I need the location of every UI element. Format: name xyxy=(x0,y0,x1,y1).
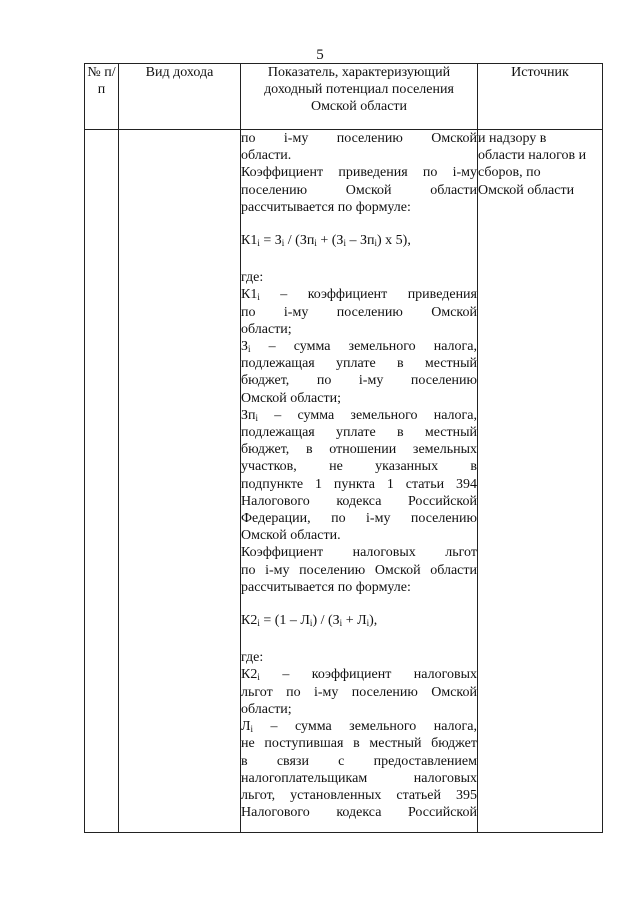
indicator-line: не поступившая в местный бюджет xyxy=(241,736,477,752)
indicator-line: области. xyxy=(241,148,292,164)
formula-part: / (Зп xyxy=(284,233,315,249)
indicator-line: рассчитывается по формуле: xyxy=(241,579,411,595)
indicator-line: области; xyxy=(241,321,292,337)
term-sub: i xyxy=(255,412,259,423)
indicator-line: участков, не указанных в xyxy=(241,459,477,475)
cell-income-type xyxy=(119,130,241,833)
income-table xyxy=(84,63,603,833)
formula-part: К2 xyxy=(241,613,258,629)
formula-part: К1 xyxy=(241,233,258,249)
indicator-line: Налогового кодекса Российской xyxy=(241,805,477,821)
formula-sub: i xyxy=(343,238,346,249)
table-row xyxy=(85,130,603,833)
formula-part: ), xyxy=(369,613,378,629)
formula-sub: i xyxy=(339,618,343,629)
formula-part: ) х 5), xyxy=(377,233,411,249)
indicator-line: по i-му поселению Омской xyxy=(241,131,477,146)
term: К2 xyxy=(241,667,258,683)
indicator-line: Омской области. xyxy=(241,528,341,544)
cell-num xyxy=(85,130,119,833)
header-source: Источник xyxy=(478,64,603,130)
source-line: сборов, по xyxy=(478,165,541,181)
indicator-line: налогоплательщикам налоговых xyxy=(241,770,477,786)
indicator-line: льгот, установленных статьей 395 xyxy=(241,787,477,803)
page-number: 5 xyxy=(316,47,324,63)
formula-part: ) / (З xyxy=(312,613,340,629)
indicator-line: бюджет, в отношении земельных xyxy=(241,442,477,458)
indicator-line: бюджет, по i-му поселению xyxy=(241,373,477,389)
indicator-line: Омской области; xyxy=(241,390,341,406)
indicator-line: где: xyxy=(241,270,264,286)
cell-indicator xyxy=(241,130,478,833)
source-line: Омской области xyxy=(478,182,575,198)
formula-part: – Зп xyxy=(345,233,375,249)
term-definition: – сумма земельного налога, xyxy=(258,407,477,423)
indicator-line: Коэффициент приведения по i-му xyxy=(241,165,477,181)
term-definition: – коэффициент приведения xyxy=(259,287,477,303)
indicator-line: рассчитывается по формуле: xyxy=(241,199,411,215)
term: Л xyxy=(241,719,251,735)
term: Зп xyxy=(241,407,256,423)
indicator-line: Федерации, по i-му поселению xyxy=(241,511,477,527)
formula-sub: i xyxy=(374,238,377,249)
indicator-line: в связи с предоставлением xyxy=(241,753,477,769)
formula-sub: i xyxy=(314,238,317,249)
formula-sub: i xyxy=(366,618,370,629)
indicator-line: Налогового кодекса Российской xyxy=(241,493,477,509)
header-num: № п/п xyxy=(85,64,119,130)
formula-part: + Л xyxy=(342,613,367,629)
source-line: области налогов и xyxy=(478,148,587,164)
indicator-line: подлежащая уплате в местный xyxy=(241,356,477,372)
indicator-line: поселению Омской области xyxy=(241,182,477,198)
term-definition: – сумма земельного налога, xyxy=(253,719,477,735)
indicator-line xyxy=(241,407,477,424)
term-sub: i xyxy=(257,292,260,303)
indicator-line: области; xyxy=(241,701,292,717)
indicator-line: подлежащая уплате в местный xyxy=(241,425,477,441)
indicator-line xyxy=(241,718,477,735)
indicator-line xyxy=(241,666,477,683)
indicator-line: по i-му поселению Омской области xyxy=(241,562,477,578)
term-sub: i xyxy=(250,724,254,735)
header-indicator: Показатель, характеризующий доходный потенциал поселения Омской области xyxy=(241,64,478,130)
term-sub: i xyxy=(248,344,251,355)
header-income-type: Вид дохода xyxy=(119,64,241,130)
source-line: и надзору в xyxy=(478,131,547,146)
formula-sub: i xyxy=(257,238,260,249)
indicator-line: подпункте 1 пункта 1 статьи 394 xyxy=(241,476,477,492)
indicator-line: Коэффициент налоговых льгот xyxy=(241,545,477,561)
term: К1 xyxy=(241,287,258,303)
formula-part: = (1 – Л xyxy=(259,613,310,629)
formula-sub: i xyxy=(257,618,260,629)
term-definition: – коэффициент налоговых xyxy=(259,667,477,683)
indicator-line: льгот по i-му поселению Омской xyxy=(241,684,477,700)
formula-sub: i xyxy=(281,238,285,249)
formula-k2 xyxy=(241,612,477,629)
table-header-row xyxy=(85,64,603,130)
formula-part: + (З xyxy=(316,233,344,249)
term-definition: – сумма земельного налога, xyxy=(250,339,477,355)
cell-source xyxy=(478,130,603,833)
formula-sub: i xyxy=(309,618,313,629)
indicator-line xyxy=(241,286,477,303)
formula-part: = З xyxy=(259,233,282,249)
indicator-line: по i-му поселению Омской xyxy=(241,304,477,320)
indicator-line: где: xyxy=(241,650,264,666)
term-sub: i xyxy=(257,672,260,683)
indicator-line xyxy=(241,338,477,355)
term: З xyxy=(241,339,249,355)
formula-k1 xyxy=(241,232,477,249)
